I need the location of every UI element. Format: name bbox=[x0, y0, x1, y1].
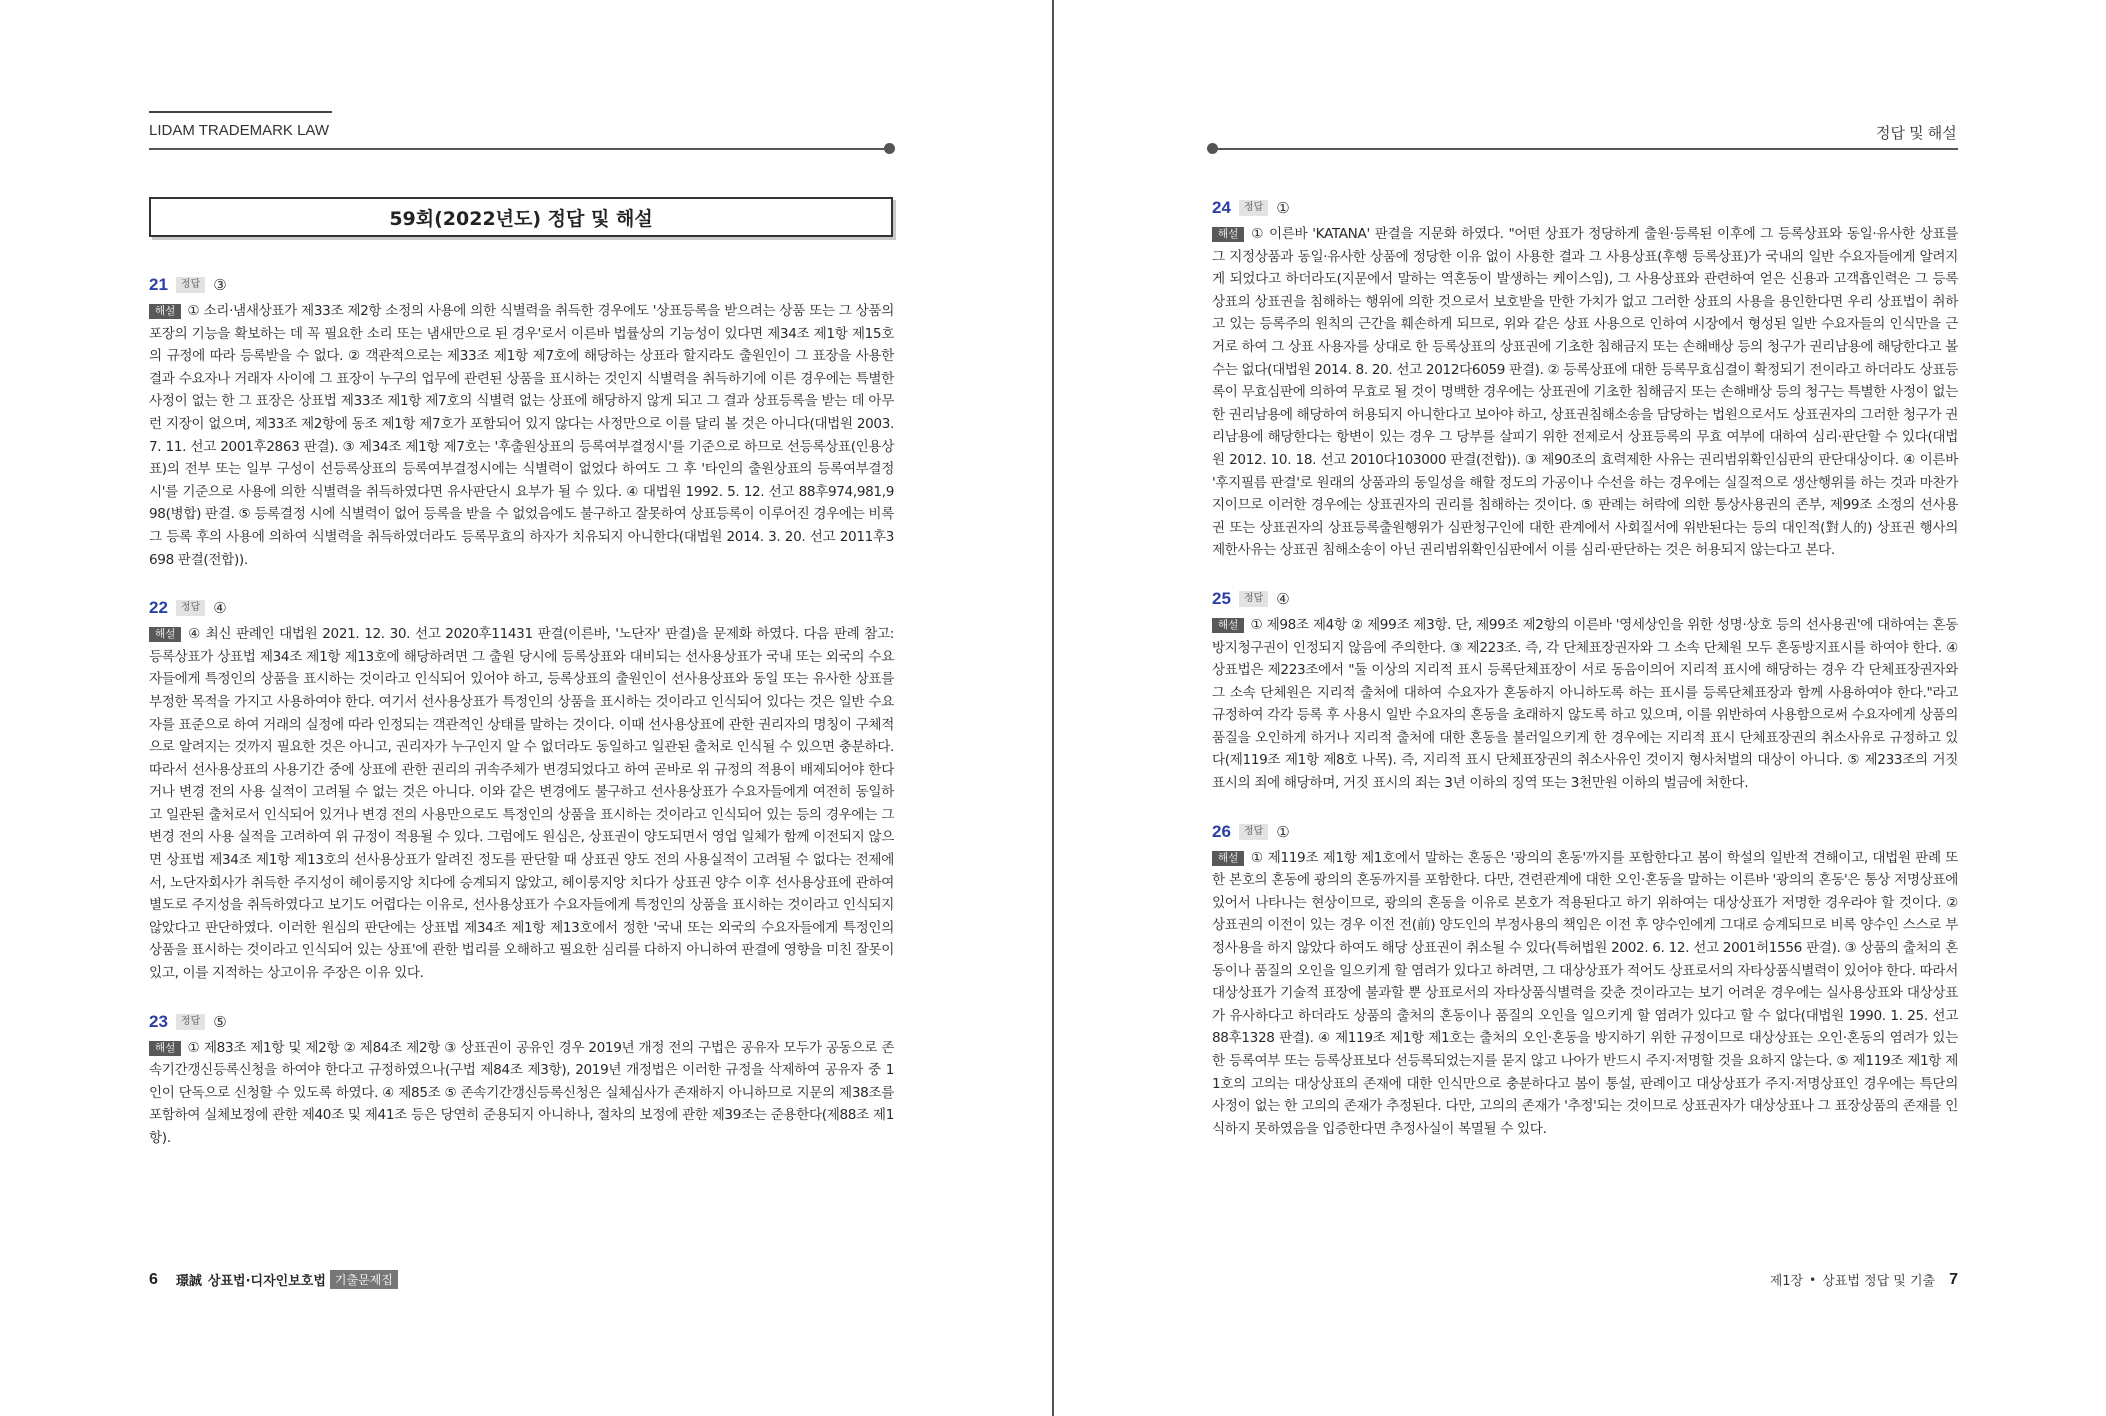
question-block bbox=[149, 597, 894, 985]
question-number: 21 bbox=[149, 275, 168, 294]
question-block bbox=[1212, 197, 1958, 562]
answer-tag: 정답 bbox=[1239, 591, 1268, 607]
question-number: 25 bbox=[1212, 588, 1231, 608]
explanation-text bbox=[149, 623, 894, 985]
explanation-text bbox=[1212, 223, 1958, 562]
question-header bbox=[1212, 197, 1958, 219]
explanation-body: ① 제98조 제4항 ② 제99조 제3항. 단, 제99조 제2항의 이른바 '영세상인을 위한 성명·상호 등의 선사용권'에 대하여는 혼동방지청구권이 인정되지 않음에 주의한다. ③ 제223조. 즉, 각 단체표장권자와 그 소속 단체원 모두 혼동방지표시를 하여야 한다. ④ 상표법은 제223조에서 "둘 이상의 지리적 표시 등록단체표장이 서로 동음이의어 지리적 표시에 해당하는 경우 각 단체표장권자와 그 소속 단체원은 지리적 출처에 대하여 수요자가 혼동하지 아니하도록 하는 표시를 등록단체표장과 함께 사용하여야 한다."라고 규정하여 각각 등록 후 사용시 일반 수요자의 혼동을 초래하지 않도록 하고 있으며, 이를 위반하여 사용함으로써 수요자에게 상품의 품질을 오인하게 하거나 지리적 출처에 대한 혼동을 불러일으키게 한 경우에는 지리적 표시 단체표장권의 취소사유로 규정하고 있다(제119조 제1항 제8호 나목). 즉, 지리적 표시 단체표장권의 취소사유인 것이지 형사처벌의 대상이 아니다. ⑤ 제233조의 거짓 표시의 죄에 해당하며, 거짓 표시의 죄는 3년 이하의 징역 또는 3천만원 이하의 벌금에 처한다. bbox=[1212, 616, 1958, 792]
question-block bbox=[149, 1011, 894, 1150]
page-title: 59회(2022년도) 정답 및 해설 bbox=[149, 197, 893, 237]
right-footer bbox=[1770, 1270, 1958, 1289]
question-header bbox=[149, 597, 894, 619]
explanation-badge: 해설 bbox=[1212, 227, 1244, 242]
answer-value: ① bbox=[1276, 822, 1290, 841]
answer-value: ④ bbox=[1276, 589, 1290, 608]
chapter-label: 제1장 bbox=[1769, 1274, 1804, 1289]
header-rule bbox=[149, 148, 887, 150]
left-column bbox=[149, 274, 894, 1176]
question-header bbox=[1212, 821, 1958, 843]
right-page bbox=[1054, 0, 2106, 1416]
left-footer bbox=[149, 1270, 398, 1289]
question-block bbox=[1212, 588, 1958, 795]
header-rule bbox=[1214, 148, 1958, 150]
answer-tag: 정답 bbox=[1239, 200, 1268, 216]
left-page bbox=[0, 0, 1052, 1416]
answer-value: ③ bbox=[213, 276, 227, 294]
explanation-badge: 해설 bbox=[149, 627, 181, 642]
answer-tag: 정답 bbox=[176, 1014, 205, 1030]
header-rule-dot bbox=[884, 143, 895, 154]
question-number: 23 bbox=[149, 1011, 168, 1031]
book-title: 상표법·디자인보호법 bbox=[207, 1274, 326, 1289]
question-number: 22 bbox=[149, 598, 168, 618]
explanation-body: ① 제119조 제1항 제1호에서 말하는 혼동은 '광의의 혼동'까지를 포함한다고 봄이 학설의 일반적 견해이고, 대법원 판례 또한 본호의 혼동에 광의의 혼동까지를 포함한다. 다만, 견련관계에 대한 오인·혼동을 말하는 이른바 '광의의 혼동'은 통상 저명상표에 있어서 나타나는 현상이므로, 광의의 혼동을 이유로 본호가 적용된다고 하기 위하여는 대상상표가 저명한 경우라야 할 것이다. ② 상표권의 이전이 있는 경우 이전 전(前) 양도인의 부정사용의 책임은 이전 후 양수인에게 그대로 승계되므로 비록 양수인 스스로 부정사용을 하지 않았다 하여도 해당 상표권이 취소될 수 있다(특허법원 2002. 6. 12. 선고 2001허1556 판결). ③ 상품의 출처의 혼동이나 품질의 오인을 일으키게 할 염려가 있다고 하려면, 그 대상상표가 적어도 상표로서의 자타상품식별력이 있어야 한다. 따라서 대상상표가 기술적 표장에 불과할 뿐 상표로서의 자타상품식별력을 갖춘 것이라고는 보기 어려운 경우에는 실사용상표와 대상상표가 유사하다고 하더라도 상품의 출처의 혼동이나 품질의 오인을 일으키게 할 염려가 있다고 할 수 없다(대법원 1990. 1. 25. 선고 88후1328 판결). ④ 제119조 제1항 제1호는 출처의 오인·혼동을 방지하기 위한 규정이므로 대상상표는 오인·혼동의 염려가 있는 한 등록여부 또는 등록상표보다 선등록되었는지를 묻지 않고 나아가 반드시 주지·저명할 것을 요하지 않는다. ⑤ 제119조 제1항 제1호의 고의는 대상상표의 존재에 대한 인식만으로 충분하다고 봄이 통설, 판례이고 대상상표가 주지·저명상표인 경우에는 특단의 사정이 없는 한 고의의 존재가 추정된다. 다만, 고의의 존재가 '추정'되는 것이므로 상표권자가 대상상표나 그 표장상품의 존재를 인식하지 못하였음을 입증한다면 추정사실이 복멸될 수 있다. bbox=[1212, 849, 1958, 1137]
page-number: 7 bbox=[1949, 1270, 1958, 1288]
explanation-text bbox=[1212, 614, 1958, 795]
question-number: 24 bbox=[1212, 198, 1231, 217]
explanation-text bbox=[149, 1037, 894, 1150]
section-title: 상표법 정답 및 기출 bbox=[1822, 1274, 1936, 1289]
header-accent-rule bbox=[149, 111, 332, 113]
answer-tag: 정답 bbox=[1239, 824, 1268, 840]
explanation-badge: 해설 bbox=[1212, 851, 1244, 866]
explanation-text bbox=[1212, 847, 1958, 1141]
explanation-body: ④ 최신 판례인 대법원 2021. 12. 30. 선고 2020후11431 판결(이른바, '노단자' 판결)을 문제화 하였다. 다음 판례 참고: 등록상표가 상표법 제34조 제1항 제13호에 해당하려면 그 출원 당시에 등록상표와 대비되는 선사용상표가 국내 또는 외국의 수요자들에게 특정인의 상품을 표시하는 것이라고 인식되어 있어야 하고, 등록상표의 출원인이 선사용상표와 동일 또는 유사한 상표를 부정한 목적을 가지고 사용하여야 한다. 여기서 선사용상표가 특정인의 상품을 표시하는 것이라고 인식되어 있다는 것은 일반 수요자를 표준으로 하여 거래의 실정에 따라 인정되는 객관적인 상태를 말하는 것이다. 이때 선사용상표에 관한 권리자의 명칭이 구체적으로 알려지는 것까지 필요한 것은 아니고, 권리자가 누구인지 알 수 없더라도 동일하고 일관된 출처로 인식될 수 있으면 충분하다. 따라서 선사용상표의 사용기간 중에 상표에 관한 권리의 귀속주체가 변경되었다고 하여 곧바로 위 규정의 적용이 배제되어야 한다거나 변경 전의 사용 실적이 고려될 수 없는 것은 아니다. 이와 같은 변경에도 불구하고 선사용상표가 수요자들에게 여전히 동일하고 일관된 출처로서 인식되어 있거나 변경 전의 사용만으로도 특정인의 상품을 표시하는 것이라고 인식되어 있는 등의 경우에는 그 변경 전의 사용 실적을 고려하여 위 규정이 적용될 수 있다. 그럼에도 원심은, 상표권이 양도되면서 영업 일체가 함께 이전되지 않으면 상표법 제34조 제1항 제13호의 선사용상표가 알려진 정도를 판단할 때 상표권 양도 전의 사용실적이 고려될 수 없다는 전제에서, 노단자회사가 취득한 주지성이 헤이룽지앙 치다에 승계되지 않았고, 헤이룽지앙 치다가 상표권 양수 이후 선사용상표에 관하여 별도로 주지성을 취득하였다고 보기도 어렵다는 이유로, 선사용상표가 수요자들에게 특정인의 상품을 표시하는 것이라고 인식되지 않았다고 판단하였다. 이러한 원심의 판단에는 상표법 제34조 제1항 제13호에서 정한 '국내 또는 외국의 수요자들에게 특정인의 상품을 표시하는 것이라고 인식되어 있는 상표'에 관한 법리를 오해하고 필요한 심리를 다하지 아니하여 판결에 영향을 미친 잘못이 있고, 이를 지적하는 상고이유 주장은 이유 있다. bbox=[149, 626, 894, 982]
right-column bbox=[1212, 197, 1958, 1166]
answer-tag: 정답 bbox=[176, 277, 205, 293]
explanation-text bbox=[149, 300, 894, 571]
explanation-badge: 해설 bbox=[149, 1041, 181, 1056]
series-name: 璟誠 bbox=[175, 1274, 202, 1289]
answer-tag: 정답 bbox=[176, 600, 205, 616]
question-number: 26 bbox=[1212, 821, 1231, 841]
running-header: 정답 및 해설 bbox=[1876, 125, 1957, 142]
explanation-badge: 해설 bbox=[1212, 618, 1244, 633]
separator-bullet: • bbox=[1809, 1272, 1817, 1287]
explanation-body: ① 소리·냄새상표가 제33조 제2항 소정의 사용에 의한 식별력을 취득한 경우에도 '상표등록을 받으려는 상품 또는 그 상품의 포장의 기능을 확보하는 데 꼭 필요한 소리 또는 냄새만으로 된 경우'로서 이른바 법률상의 기능성이 있다면 제34조 제1항 제15호의 규정에 따라 등록받을 수 없다. ② 객관적으로는 제33조 제1항 제7호에 해당하는 상표라 할지라도 출원인이 그 표장을 사용한 결과 수요자나 거래자 사이에 그 표장이 누구의 업무에 관련된 상품을 표시하는 것인지 식별력을 취득하기에 이른 경우에는 특별한 사정이 없는 한 그 표장은 상표법 제33조 제1항 제7호의 식별력 없는 상표에 해당하지 않게 되고 그 결과 상표등록을 받는 데 아무런 지장이 없으며, 제33조 제2항에 동조 제1항 제7호가 포함되어 있지 않다는 사정만으로 이를 달리 볼 것은 아니다(대법원 2003. 7. 11. 선고 2001후2863 판결). ③ 제34조 제1항 제7호는 '후출원상표의 등록여부결정시'를 기준으로 하므로 선등록상표(인용상표)의 전부 또는 일부 구성이 선등록상표의 등록여부결정시에는 식별력이 없었다 하여도 그 후 '타인의 출원상표의 등록여부결정시'를 기준으로 사용에 의한 식별력을 취득하였다면 유사판단시 요부가 될 수 있다. ④ 대법원 1992. 5. 12. 선고 88후974,981,998(병합) 판결. ⑤ 등록결정 시에 식별력이 없어 등록을 받을 수 없었음에도 불구하고 잘못하여 상표등록이 이루어진 경우에는 비록 그 등록 후의 사용에 의하여 식별력을 취득하였더라도 등록무효의 하자가 치유되지 아니한다(대법원 2014. 3. 20. 선고 2011후3698 판결(전합)). bbox=[149, 303, 894, 568]
explanation-body: ① 제83조 제1항 및 제2항 ② 제84조 제2항 ③ 상표권이 공유인 경우 2019년 개정 전의 구법은 공유자 모두가 공동으로 존속기간갱신등록신청을 하여야 한다고 규정하였으나(구법 제84조 제3항), 2019년 개정법은 이러한 규정을 삭제하여 공유자 중 1인이 단독으로 신청할 수 있도록 하였다. ④ 제85조 ⑤ 존속기간갱신등록신청은 실체심사가 존재하지 아니하므로 지문의 제38조를 포함하여 실체보정에 관한 제40조 및 제41조 등은 당연히 준용되지 아니하나, 절차의 보정에 관한 제39조는 준용한다(제88조 제1항). bbox=[149, 1039, 894, 1146]
question-header bbox=[149, 274, 894, 296]
answer-value: ④ bbox=[213, 599, 227, 618]
page-number: 6 bbox=[149, 1270, 158, 1288]
running-header: LIDAM TRADEMARK LAW bbox=[149, 122, 330, 139]
answer-value: ⑤ bbox=[213, 1012, 227, 1031]
question-block bbox=[149, 274, 894, 571]
question-header bbox=[1212, 588, 1958, 610]
explanation-body: ① 이른바 'KATANA' 판결을 지문화 하였다. "어떤 상표가 정당하게 출원·등록된 이후에 그 등록상표와 동일·유사한 상표를 그 지정상품과 동일·유사한 상품에 정당한 이유 없이 사용한 결과 그 사용상표(후행 등록상표)가 국내의 일반 수요자들에게 알려지게 되었다고 하더라도(지문에서 말하는 역혼동이 발생하는 케이스임), 그 사용상표와 관련하여 얻은 신용과 고객흡인력은 그 등록상표의 상표권을 침해하는 행위에 의한 것으로서 보호받을 만한 가치가 없고 그러한 상표의 사용을 용인한다면 우리 상표법이 취하고 있는 등록주의 원칙의 근간을 훼손하게 되므로, 위와 같은 상표 사용으로 인하여 시장에서 형성된 일반 수요자들의 인식만을 근거로 하여 그 상표 사용자를 상대로 한 등록상표의 상표권에 기초한 침해금지 또는 손해배상 등의 청구가 권리남용에 해당한다고 볼 수는 없다(대법원 2014. 8. 20. 선고 2012다6059 판결). ② 등록상표에 대한 등록무효심결이 확정되기 전이라고 하더라도 상표등록이 무효심판에 의하여 무효로 될 것이 명백한 경우에는 상표권에 기초한 침해금지 또는 손해배상 등의 청구는 특별한 사정이 없는 한 권리남용에 해당하여 허용되지 아니한다고 보아야 하고, 상표권침해소송을 담당하는 법원으로서도 상표권자의 그러한 청구가 권리남용에 해당한다는 항변이 있는 경우 그 당부를 살피기 위한 전제로서 상표등록의 무효 여부에 대하여 심리·판단할 수 있다(대법원 2012. 10. 18. 선고 2010다103000 판결(전합)). ③ 제90조의 효력제한 사유는 권리범위확인심판의 판단대상이다. ④ 이른바 '후지필름 판결'로 원래의 상품과의 동일성을 해할 정도의 가공이나 수선을 하는 경우에는 실질적으로 생산행위를 하는 것과 마찬가지이므로 이러한 경우에는 상표권자의 권리를 침해하는 것이다. ⑤ 판례는 허락에 의한 통상사용권의 존부, 제99조 소정의 선사용권 또는 상표권자의 상표등록출원행위가 심판청구인에 대한 관계에서 사회질서에 위반된다는 등의 대인적(對人的) 상표권 행사의 제한사유는 상표권 침해소송이 아닌 권리범위확인심판에서 이를 심리·판단하는 것은 허용되지 않는다고 본다. bbox=[1212, 226, 1958, 559]
question-block bbox=[1212, 821, 1958, 1141]
book-type-tag: 기출문제집 bbox=[330, 1270, 398, 1289]
question-header bbox=[149, 1011, 894, 1033]
explanation-badge: 해설 bbox=[149, 304, 181, 319]
answer-value: ① bbox=[1276, 199, 1290, 217]
